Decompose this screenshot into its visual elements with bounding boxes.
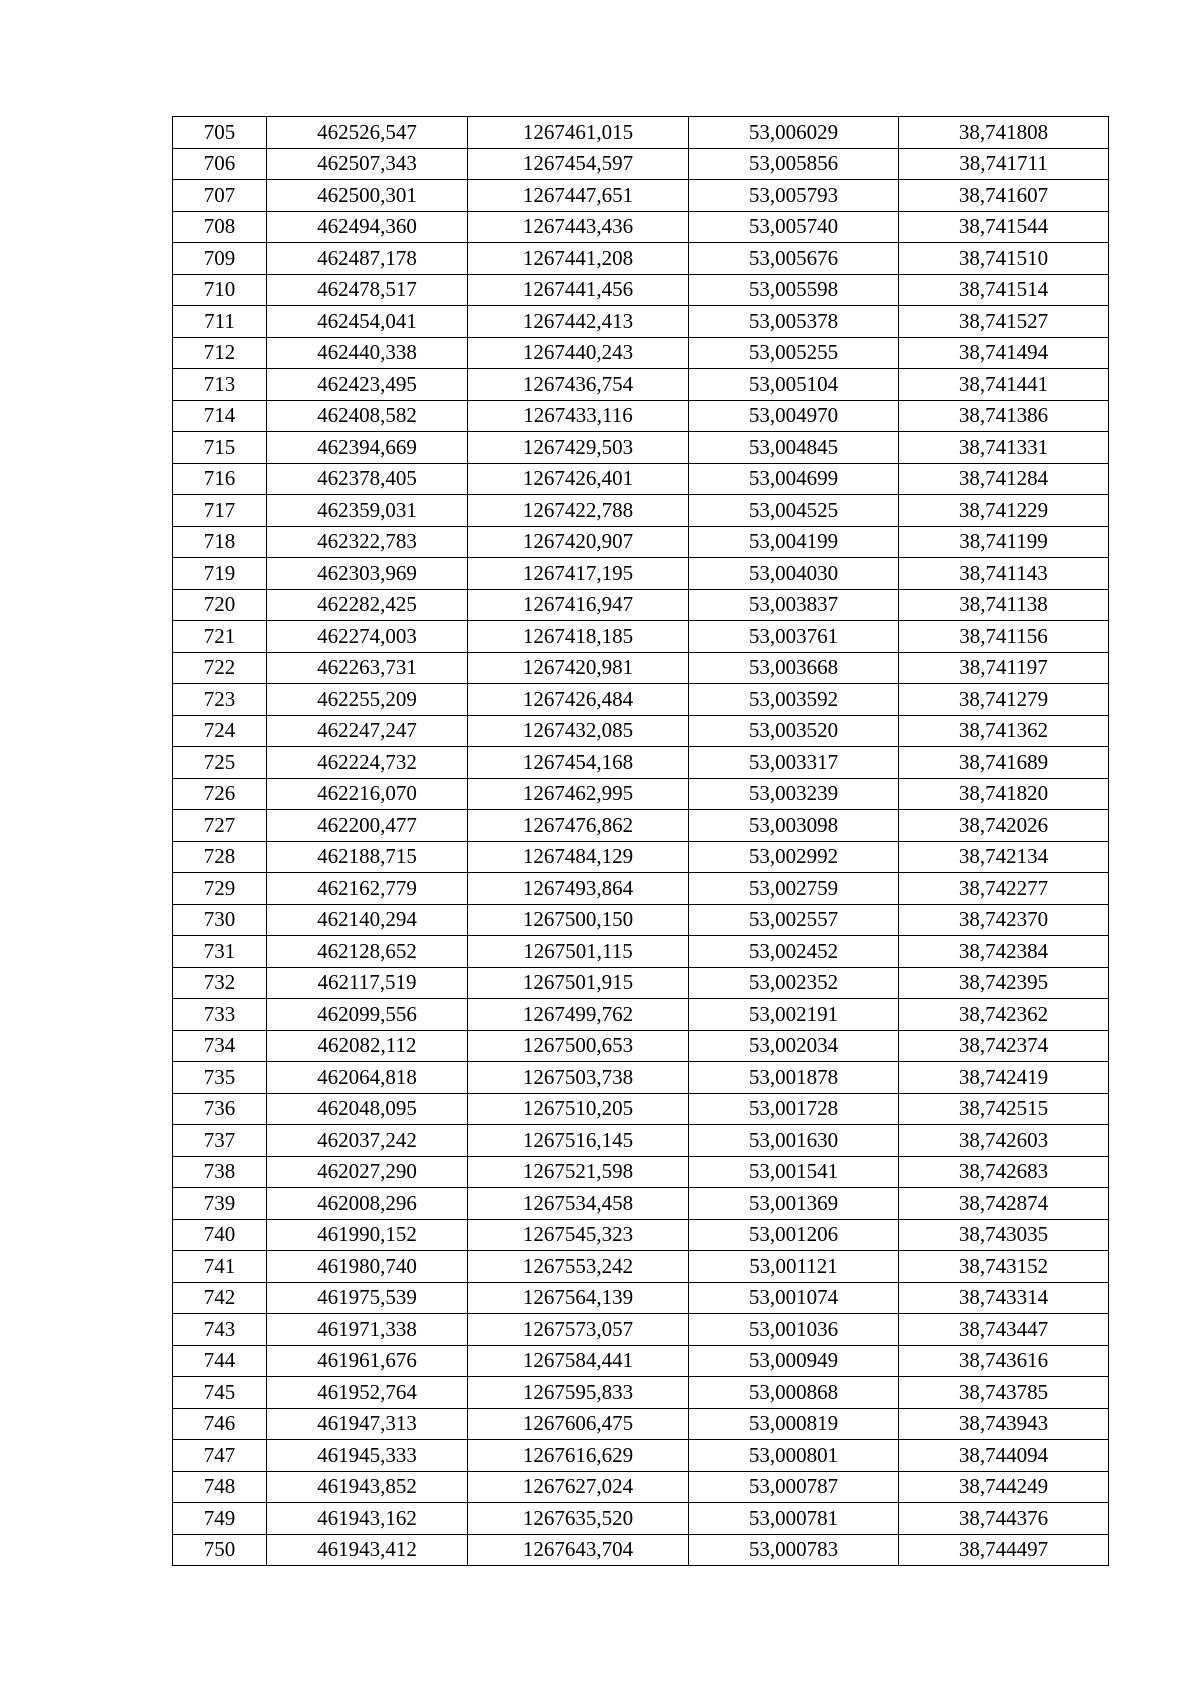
point-number-cell: 715 [173, 432, 267, 464]
table-row [173, 211, 1109, 243]
latitude-cell: 53,000801 [689, 1440, 899, 1472]
x-coordinate-cell: 462255,209 [267, 684, 468, 716]
latitude-cell: 53,004970 [689, 400, 899, 432]
latitude-cell: 53,002992 [689, 841, 899, 873]
y-coordinate-cell: 1267476,862 [468, 810, 689, 842]
longitude-cell: 38,742603 [899, 1125, 1109, 1157]
y-coordinate-cell: 1267501,115 [468, 936, 689, 968]
longitude-cell: 38,742026 [899, 810, 1109, 842]
x-coordinate-cell: 462027,290 [267, 1156, 468, 1188]
y-coordinate-cell: 1267447,651 [468, 180, 689, 212]
point-number-cell: 749 [173, 1503, 267, 1535]
y-coordinate-cell: 1267441,456 [468, 274, 689, 306]
longitude-cell: 38,741689 [899, 747, 1109, 779]
point-number-cell: 740 [173, 1219, 267, 1251]
point-number-cell: 724 [173, 715, 267, 747]
point-number-cell: 717 [173, 495, 267, 527]
longitude-cell: 38,742374 [899, 1030, 1109, 1062]
table-row [173, 1282, 1109, 1314]
longitude-cell: 38,741510 [899, 243, 1109, 275]
point-number-cell: 735 [173, 1062, 267, 1094]
table-row [173, 1534, 1109, 1566]
longitude-cell: 38,741820 [899, 778, 1109, 810]
point-number-cell: 723 [173, 684, 267, 716]
table-row [173, 148, 1109, 180]
x-coordinate-cell: 462359,031 [267, 495, 468, 527]
point-number-cell: 716 [173, 463, 267, 495]
y-coordinate-cell: 1267441,208 [468, 243, 689, 275]
y-coordinate-cell: 1267426,401 [468, 463, 689, 495]
longitude-cell: 38,744497 [899, 1534, 1109, 1566]
x-coordinate-cell: 462048,095 [267, 1093, 468, 1125]
longitude-cell: 38,743314 [899, 1282, 1109, 1314]
longitude-cell: 38,741711 [899, 148, 1109, 180]
latitude-cell: 53,003592 [689, 684, 899, 716]
latitude-cell: 53,005793 [689, 180, 899, 212]
latitude-cell: 53,004699 [689, 463, 899, 495]
table-row [173, 1503, 1109, 1535]
y-coordinate-cell: 1267584,441 [468, 1345, 689, 1377]
point-number-cell: 734 [173, 1030, 267, 1062]
x-coordinate-cell: 462500,301 [267, 180, 468, 212]
y-coordinate-cell: 1267454,168 [468, 747, 689, 779]
y-coordinate-cell: 1267503,738 [468, 1062, 689, 1094]
longitude-cell: 38,741362 [899, 715, 1109, 747]
latitude-cell: 53,003668 [689, 652, 899, 684]
point-number-cell: 710 [173, 274, 267, 306]
longitude-cell: 38,741607 [899, 180, 1109, 212]
point-number-cell: 738 [173, 1156, 267, 1188]
point-number-cell: 707 [173, 180, 267, 212]
table-row [173, 1251, 1109, 1283]
table-row [173, 526, 1109, 558]
point-number-cell: 718 [173, 526, 267, 558]
x-coordinate-cell: 461990,152 [267, 1219, 468, 1251]
y-coordinate-cell: 1267416,947 [468, 589, 689, 621]
table-row [173, 1125, 1109, 1157]
x-coordinate-cell: 462247,247 [267, 715, 468, 747]
y-coordinate-cell: 1267499,762 [468, 999, 689, 1031]
x-coordinate-cell: 462478,517 [267, 274, 468, 306]
latitude-cell: 53,002759 [689, 873, 899, 905]
y-coordinate-cell: 1267429,503 [468, 432, 689, 464]
y-coordinate-cell: 1267501,915 [468, 967, 689, 999]
y-coordinate-cell: 1267573,057 [468, 1314, 689, 1346]
point-number-cell: 743 [173, 1314, 267, 1346]
point-number-cell: 709 [173, 243, 267, 275]
latitude-cell: 53,006029 [689, 117, 899, 149]
table-row [173, 400, 1109, 432]
point-number-cell: 745 [173, 1377, 267, 1409]
latitude-cell: 53,005598 [689, 274, 899, 306]
point-number-cell: 728 [173, 841, 267, 873]
y-coordinate-cell: 1267420,981 [468, 652, 689, 684]
y-coordinate-cell: 1267433,116 [468, 400, 689, 432]
point-number-cell: 705 [173, 117, 267, 149]
latitude-cell: 53,001121 [689, 1251, 899, 1283]
x-coordinate-cell: 462507,343 [267, 148, 468, 180]
coordinates-table-body [173, 117, 1109, 1566]
longitude-cell: 38,741197 [899, 652, 1109, 684]
table-row [173, 810, 1109, 842]
table-row [173, 463, 1109, 495]
table-row [173, 904, 1109, 936]
latitude-cell: 53,000819 [689, 1408, 899, 1440]
latitude-cell: 53,004845 [689, 432, 899, 464]
latitude-cell: 53,004199 [689, 526, 899, 558]
longitude-cell: 38,741229 [899, 495, 1109, 527]
x-coordinate-cell: 462064,818 [267, 1062, 468, 1094]
point-number-cell: 722 [173, 652, 267, 684]
point-number-cell: 706 [173, 148, 267, 180]
longitude-cell: 38,744249 [899, 1471, 1109, 1503]
longitude-cell: 38,741441 [899, 369, 1109, 401]
y-coordinate-cell: 1267442,413 [468, 306, 689, 338]
latitude-cell: 53,004525 [689, 495, 899, 527]
latitude-cell: 53,001878 [689, 1062, 899, 1094]
table-row [173, 1093, 1109, 1125]
y-coordinate-cell: 1267417,195 [468, 558, 689, 590]
y-coordinate-cell: 1267493,864 [468, 873, 689, 905]
y-coordinate-cell: 1267534,458 [468, 1188, 689, 1220]
y-coordinate-cell: 1267564,139 [468, 1282, 689, 1314]
x-coordinate-cell: 462162,779 [267, 873, 468, 905]
latitude-cell: 53,000787 [689, 1471, 899, 1503]
y-coordinate-cell: 1267553,242 [468, 1251, 689, 1283]
table-row [173, 117, 1109, 149]
y-coordinate-cell: 1267595,833 [468, 1377, 689, 1409]
point-number-cell: 732 [173, 967, 267, 999]
y-coordinate-cell: 1267420,907 [468, 526, 689, 558]
y-coordinate-cell: 1267432,085 [468, 715, 689, 747]
longitude-cell: 38,741199 [899, 526, 1109, 558]
longitude-cell: 38,741527 [899, 306, 1109, 338]
point-number-cell: 711 [173, 306, 267, 338]
point-number-cell: 746 [173, 1408, 267, 1440]
x-coordinate-cell: 462494,360 [267, 211, 468, 243]
table-row [173, 495, 1109, 527]
longitude-cell: 38,742134 [899, 841, 1109, 873]
point-number-cell: 736 [173, 1093, 267, 1125]
y-coordinate-cell: 1267462,995 [468, 778, 689, 810]
longitude-cell: 38,741494 [899, 337, 1109, 369]
latitude-cell: 53,003520 [689, 715, 899, 747]
table-row [173, 621, 1109, 653]
longitude-cell: 38,741138 [899, 589, 1109, 621]
x-coordinate-cell: 461961,676 [267, 1345, 468, 1377]
longitude-cell: 38,743035 [899, 1219, 1109, 1251]
latitude-cell: 53,001541 [689, 1156, 899, 1188]
x-coordinate-cell: 462322,783 [267, 526, 468, 558]
y-coordinate-cell: 1267443,436 [468, 211, 689, 243]
longitude-cell: 38,741544 [899, 211, 1109, 243]
latitude-cell: 53,000783 [689, 1534, 899, 1566]
x-coordinate-cell: 461980,740 [267, 1251, 468, 1283]
table-row [173, 274, 1109, 306]
longitude-cell: 38,742362 [899, 999, 1109, 1031]
longitude-cell: 38,741279 [899, 684, 1109, 716]
longitude-cell: 38,743152 [899, 1251, 1109, 1283]
point-number-cell: 708 [173, 211, 267, 243]
longitude-cell: 38,744376 [899, 1503, 1109, 1535]
latitude-cell: 53,003239 [689, 778, 899, 810]
x-coordinate-cell: 461971,338 [267, 1314, 468, 1346]
y-coordinate-cell: 1267500,653 [468, 1030, 689, 1062]
table-row [173, 306, 1109, 338]
x-coordinate-cell: 462454,041 [267, 306, 468, 338]
point-number-cell: 739 [173, 1188, 267, 1220]
latitude-cell: 53,000781 [689, 1503, 899, 1535]
latitude-cell: 53,001728 [689, 1093, 899, 1125]
table-row [173, 1345, 1109, 1377]
longitude-cell: 38,741331 [899, 432, 1109, 464]
table-row [173, 652, 1109, 684]
x-coordinate-cell: 461952,764 [267, 1377, 468, 1409]
y-coordinate-cell: 1267545,323 [468, 1219, 689, 1251]
table-row [173, 1314, 1109, 1346]
table-row [173, 1377, 1109, 1409]
y-coordinate-cell: 1267426,484 [468, 684, 689, 716]
table-row [173, 1030, 1109, 1062]
x-coordinate-cell: 462128,652 [267, 936, 468, 968]
point-number-cell: 731 [173, 936, 267, 968]
longitude-cell: 38,742395 [899, 967, 1109, 999]
y-coordinate-cell: 1267516,145 [468, 1125, 689, 1157]
latitude-cell: 53,003761 [689, 621, 899, 653]
x-coordinate-cell: 462216,070 [267, 778, 468, 810]
latitude-cell: 53,002191 [689, 999, 899, 1031]
x-coordinate-cell: 462408,582 [267, 400, 468, 432]
x-coordinate-cell: 462224,732 [267, 747, 468, 779]
latitude-cell: 53,003098 [689, 810, 899, 842]
longitude-cell: 38,743616 [899, 1345, 1109, 1377]
point-number-cell: 719 [173, 558, 267, 590]
x-coordinate-cell: 462282,425 [267, 589, 468, 621]
longitude-cell: 38,743785 [899, 1377, 1109, 1409]
x-coordinate-cell: 461943,412 [267, 1534, 468, 1566]
longitude-cell: 38,741386 [899, 400, 1109, 432]
x-coordinate-cell: 462378,405 [267, 463, 468, 495]
x-coordinate-cell: 462394,669 [267, 432, 468, 464]
x-coordinate-cell: 462274,003 [267, 621, 468, 653]
x-coordinate-cell: 462188,715 [267, 841, 468, 873]
x-coordinate-cell: 462526,547 [267, 117, 468, 149]
x-coordinate-cell: 462099,556 [267, 999, 468, 1031]
point-number-cell: 744 [173, 1345, 267, 1377]
longitude-cell: 38,742419 [899, 1062, 1109, 1094]
table-row [173, 180, 1109, 212]
latitude-cell: 53,005255 [689, 337, 899, 369]
point-number-cell: 742 [173, 1282, 267, 1314]
x-coordinate-cell: 462117,519 [267, 967, 468, 999]
latitude-cell: 53,001074 [689, 1282, 899, 1314]
y-coordinate-cell: 1267643,704 [468, 1534, 689, 1566]
latitude-cell: 53,000868 [689, 1377, 899, 1409]
x-coordinate-cell: 462037,242 [267, 1125, 468, 1157]
y-coordinate-cell: 1267616,629 [468, 1440, 689, 1472]
table-row [173, 1188, 1109, 1220]
latitude-cell: 53,001036 [689, 1314, 899, 1346]
point-number-cell: 733 [173, 999, 267, 1031]
y-coordinate-cell: 1267635,520 [468, 1503, 689, 1535]
point-number-cell: 730 [173, 904, 267, 936]
table-row [173, 1219, 1109, 1251]
longitude-cell: 38,741143 [899, 558, 1109, 590]
x-coordinate-cell: 462082,112 [267, 1030, 468, 1062]
latitude-cell: 53,003837 [689, 589, 899, 621]
y-coordinate-cell: 1267440,243 [468, 337, 689, 369]
point-number-cell: 726 [173, 778, 267, 810]
longitude-cell: 38,741156 [899, 621, 1109, 653]
table-row [173, 936, 1109, 968]
longitude-cell: 38,744094 [899, 1440, 1109, 1472]
table-row [173, 715, 1109, 747]
x-coordinate-cell: 461947,313 [267, 1408, 468, 1440]
longitude-cell: 38,742515 [899, 1093, 1109, 1125]
longitude-cell: 38,743447 [899, 1314, 1109, 1346]
y-coordinate-cell: 1267484,129 [468, 841, 689, 873]
x-coordinate-cell: 462140,294 [267, 904, 468, 936]
point-number-cell: 737 [173, 1125, 267, 1157]
table-row [173, 1156, 1109, 1188]
longitude-cell: 38,742874 [899, 1188, 1109, 1220]
y-coordinate-cell: 1267500,150 [468, 904, 689, 936]
table-row [173, 967, 1109, 999]
point-number-cell: 720 [173, 589, 267, 621]
coordinates-table [172, 116, 1109, 1566]
latitude-cell: 53,002557 [689, 904, 899, 936]
point-number-cell: 713 [173, 369, 267, 401]
y-coordinate-cell: 1267606,475 [468, 1408, 689, 1440]
longitude-cell: 38,741284 [899, 463, 1109, 495]
point-number-cell: 712 [173, 337, 267, 369]
latitude-cell: 53,005378 [689, 306, 899, 338]
table-row [173, 337, 1109, 369]
latitude-cell: 53,005676 [689, 243, 899, 275]
longitude-cell: 38,741514 [899, 274, 1109, 306]
point-number-cell: 721 [173, 621, 267, 653]
x-coordinate-cell: 462263,731 [267, 652, 468, 684]
point-number-cell: 750 [173, 1534, 267, 1566]
y-coordinate-cell: 1267436,754 [468, 369, 689, 401]
y-coordinate-cell: 1267422,788 [468, 495, 689, 527]
point-number-cell: 714 [173, 400, 267, 432]
latitude-cell: 53,002034 [689, 1030, 899, 1062]
longitude-cell: 38,741808 [899, 117, 1109, 149]
x-coordinate-cell: 462440,338 [267, 337, 468, 369]
x-coordinate-cell: 461945,333 [267, 1440, 468, 1472]
y-coordinate-cell: 1267510,205 [468, 1093, 689, 1125]
longitude-cell: 38,743943 [899, 1408, 1109, 1440]
latitude-cell: 53,005104 [689, 369, 899, 401]
longitude-cell: 38,742370 [899, 904, 1109, 936]
x-coordinate-cell: 462008,296 [267, 1188, 468, 1220]
table-row [173, 1440, 1109, 1472]
x-coordinate-cell: 462200,477 [267, 810, 468, 842]
y-coordinate-cell: 1267454,597 [468, 148, 689, 180]
table-row [173, 369, 1109, 401]
table-row [173, 1408, 1109, 1440]
point-number-cell: 747 [173, 1440, 267, 1472]
point-number-cell: 729 [173, 873, 267, 905]
latitude-cell: 53,005740 [689, 211, 899, 243]
latitude-cell: 53,001630 [689, 1125, 899, 1157]
x-coordinate-cell: 461943,162 [267, 1503, 468, 1535]
point-number-cell: 748 [173, 1471, 267, 1503]
point-number-cell: 725 [173, 747, 267, 779]
table-row [173, 747, 1109, 779]
y-coordinate-cell: 1267521,598 [468, 1156, 689, 1188]
table-row [173, 1062, 1109, 1094]
x-coordinate-cell: 462303,969 [267, 558, 468, 590]
table-row [173, 684, 1109, 716]
latitude-cell: 53,003317 [689, 747, 899, 779]
latitude-cell: 53,002452 [689, 936, 899, 968]
table-row [173, 841, 1109, 873]
x-coordinate-cell: 461975,539 [267, 1282, 468, 1314]
table-row [173, 589, 1109, 621]
table-row [173, 558, 1109, 590]
longitude-cell: 38,742384 [899, 936, 1109, 968]
table-row [173, 243, 1109, 275]
table-row [173, 432, 1109, 464]
point-number-cell: 741 [173, 1251, 267, 1283]
table-row [173, 873, 1109, 905]
y-coordinate-cell: 1267418,185 [468, 621, 689, 653]
latitude-cell: 53,005856 [689, 148, 899, 180]
longitude-cell: 38,742683 [899, 1156, 1109, 1188]
point-number-cell: 727 [173, 810, 267, 842]
y-coordinate-cell: 1267461,015 [468, 117, 689, 149]
x-coordinate-cell: 462423,495 [267, 369, 468, 401]
table-row [173, 1471, 1109, 1503]
x-coordinate-cell: 461943,852 [267, 1471, 468, 1503]
latitude-cell: 53,001369 [689, 1188, 899, 1220]
latitude-cell: 53,002352 [689, 967, 899, 999]
y-coordinate-cell: 1267627,024 [468, 1471, 689, 1503]
table-row [173, 999, 1109, 1031]
table-row [173, 778, 1109, 810]
longitude-cell: 38,742277 [899, 873, 1109, 905]
x-coordinate-cell: 462487,178 [267, 243, 468, 275]
latitude-cell: 53,000949 [689, 1345, 899, 1377]
latitude-cell: 53,001206 [689, 1219, 899, 1251]
latitude-cell: 53,004030 [689, 558, 899, 590]
